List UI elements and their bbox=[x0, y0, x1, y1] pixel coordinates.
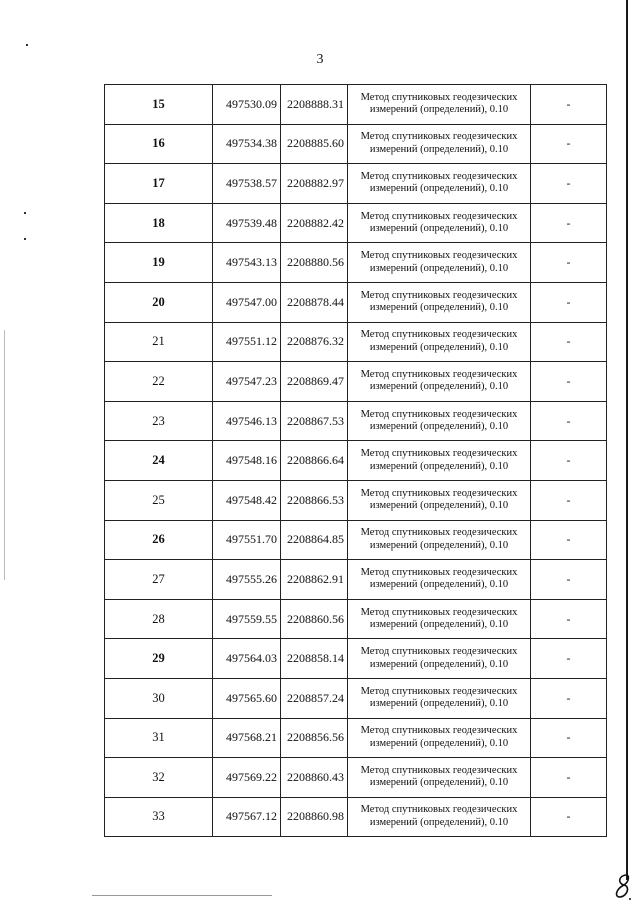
x-coordinate-cell: 497539.48 bbox=[213, 203, 281, 243]
point-number-cell: 31 bbox=[105, 718, 213, 758]
y-coordinate-cell: 2208880.56 bbox=[281, 243, 348, 283]
method-line-2: измерений (определений), 0.10 bbox=[369, 143, 509, 155]
method-line-1: Метод спутниковых геодезических bbox=[360, 566, 518, 578]
scan-mark bbox=[26, 44, 28, 46]
method-line-1: Метод спутниковых геодезических bbox=[360, 487, 518, 499]
method-line-1: Метод спутниковых геодезических bbox=[360, 329, 518, 341]
method-cell bbox=[348, 243, 531, 283]
method-cell bbox=[348, 678, 531, 718]
extra-cell: - bbox=[531, 322, 607, 362]
x-coordinate-cell: 497547.23 bbox=[213, 362, 281, 402]
table-row bbox=[105, 639, 607, 679]
method-line-1: Метод спутниковых геодезических bbox=[360, 91, 518, 103]
table-row bbox=[105, 362, 607, 402]
extra-cell: - bbox=[531, 243, 607, 283]
point-number-cell: 24 bbox=[105, 441, 213, 481]
table-row bbox=[105, 599, 607, 639]
y-coordinate-cell: 2208866.64 bbox=[281, 441, 348, 481]
method-line-2: измерений (определений), 0.10 bbox=[369, 223, 509, 235]
point-number-cell: 26 bbox=[105, 520, 213, 560]
scan-mark bbox=[24, 212, 26, 214]
extra-cell: - bbox=[531, 282, 607, 322]
extra-cell: - bbox=[531, 85, 607, 125]
method-cell bbox=[348, 124, 531, 164]
x-coordinate-cell: 497567.12 bbox=[213, 797, 281, 837]
table-row bbox=[105, 797, 607, 837]
table-row bbox=[105, 164, 607, 204]
x-coordinate-cell: 497546.13 bbox=[213, 401, 281, 441]
x-coordinate-cell: 497551.70 bbox=[213, 520, 281, 560]
extra-cell: - bbox=[531, 480, 607, 520]
method-cell bbox=[348, 441, 531, 481]
point-number-cell: 30 bbox=[105, 678, 213, 718]
x-coordinate-cell: 497548.16 bbox=[213, 441, 281, 481]
method-line-2: измерений (определений), 0.10 bbox=[369, 698, 509, 710]
scan-edge-line bbox=[4, 330, 5, 580]
y-coordinate-cell: 2208876.32 bbox=[281, 322, 348, 362]
method-line-1: Метод спутниковых геодезических bbox=[360, 527, 518, 539]
point-number-cell: 18 bbox=[105, 203, 213, 243]
y-coordinate-cell: 2208857.24 bbox=[281, 678, 348, 718]
point-number-cell: 23 bbox=[105, 401, 213, 441]
point-number-cell: 22 bbox=[105, 362, 213, 402]
scan-bottom-line bbox=[92, 895, 272, 896]
extra-cell: - bbox=[531, 678, 607, 718]
point-number-cell: 33 bbox=[105, 797, 213, 837]
table-row bbox=[105, 441, 607, 481]
method-cell bbox=[348, 401, 531, 441]
x-coordinate-cell: 497530.09 bbox=[213, 85, 281, 125]
method-line-1: Метод спутниковых геодезических bbox=[360, 170, 518, 182]
method-cell bbox=[348, 520, 531, 560]
table-row bbox=[105, 678, 607, 718]
point-number-cell: 16 bbox=[105, 124, 213, 164]
table-row bbox=[105, 401, 607, 441]
point-number-cell: 20 bbox=[105, 282, 213, 322]
method-line-2: измерений (определений), 0.10 bbox=[369, 421, 509, 433]
point-number-cell: 15 bbox=[105, 85, 213, 125]
table-row bbox=[105, 718, 607, 758]
y-coordinate-cell: 2208860.56 bbox=[281, 599, 348, 639]
method-line-2: измерений (определений), 0.10 bbox=[369, 262, 509, 274]
extra-cell: - bbox=[531, 124, 607, 164]
table-row bbox=[105, 124, 607, 164]
y-coordinate-cell: 2208856.56 bbox=[281, 718, 348, 758]
x-coordinate-cell: 497538.57 bbox=[213, 164, 281, 204]
y-coordinate-cell: 2208860.98 bbox=[281, 797, 348, 837]
extra-cell: - bbox=[531, 797, 607, 837]
method-line-1: Метод спутниковых геодезических bbox=[360, 804, 518, 816]
method-line-2: измерений (определений), 0.10 bbox=[369, 104, 509, 116]
x-coordinate-cell: 497555.26 bbox=[213, 560, 281, 600]
point-number-cell: 27 bbox=[105, 560, 213, 600]
method-cell bbox=[348, 718, 531, 758]
x-coordinate-cell: 497551.12 bbox=[213, 322, 281, 362]
page-number: 3 bbox=[316, 52, 324, 67]
method-line-1: Метод спутниковых геодезических bbox=[360, 646, 518, 658]
method-cell bbox=[348, 282, 531, 322]
y-coordinate-cell: 2208888.31 bbox=[281, 85, 348, 125]
x-coordinate-cell: 497543.13 bbox=[213, 243, 281, 283]
coordinates-table bbox=[104, 84, 607, 837]
extra-cell: - bbox=[531, 599, 607, 639]
method-line-2: измерений (определений), 0.10 bbox=[369, 302, 509, 314]
extra-cell: - bbox=[531, 164, 607, 204]
extra-cell: - bbox=[531, 639, 607, 679]
y-coordinate-cell: 2208867.53 bbox=[281, 401, 348, 441]
y-coordinate-cell: 2208882.42 bbox=[281, 203, 348, 243]
method-line-2: измерений (определений), 0.10 bbox=[369, 183, 509, 195]
scan-mark bbox=[24, 238, 26, 240]
point-number-cell: 21 bbox=[105, 322, 213, 362]
method-line-2: измерений (определений), 0.10 bbox=[369, 500, 509, 512]
table-row bbox=[105, 560, 607, 600]
method-line-1: Метод спутниковых геодезических bbox=[360, 764, 518, 776]
method-line-2: измерений (определений), 0.10 bbox=[369, 539, 509, 551]
method-line-2: измерений (определений), 0.10 bbox=[369, 619, 509, 631]
method-line-2: измерений (определений), 0.10 bbox=[369, 341, 509, 353]
handwritten-page-mark bbox=[612, 872, 634, 902]
method-line-1: Метод спутниковых геодезических bbox=[360, 606, 518, 618]
method-cell bbox=[348, 560, 531, 600]
x-coordinate-cell: 497548.42 bbox=[213, 480, 281, 520]
x-coordinate-cell: 497559.55 bbox=[213, 599, 281, 639]
table-row bbox=[105, 203, 607, 243]
method-cell bbox=[348, 599, 531, 639]
y-coordinate-cell: 2208858.14 bbox=[281, 639, 348, 679]
table-row bbox=[105, 520, 607, 560]
table-row bbox=[105, 243, 607, 283]
point-number-cell: 17 bbox=[105, 164, 213, 204]
method-cell bbox=[348, 203, 531, 243]
y-coordinate-cell: 2208869.47 bbox=[281, 362, 348, 402]
extra-cell: - bbox=[531, 362, 607, 402]
y-coordinate-cell: 2208860.43 bbox=[281, 758, 348, 798]
table-row bbox=[105, 322, 607, 362]
y-coordinate-cell: 2208866.53 bbox=[281, 480, 348, 520]
x-coordinate-cell: 497564.03 bbox=[213, 639, 281, 679]
method-line-2: измерений (определений), 0.10 bbox=[369, 737, 509, 749]
page-edge-line bbox=[626, 0, 628, 880]
y-coordinate-cell: 2208885.60 bbox=[281, 124, 348, 164]
y-coordinate-cell: 2208882.97 bbox=[281, 164, 348, 204]
method-line-1: Метод спутниковых геодезических bbox=[360, 685, 518, 697]
x-coordinate-cell: 497568.21 bbox=[213, 718, 281, 758]
method-line-1: Метод спутниковых геодезических bbox=[360, 368, 518, 380]
method-line-1: Метод спутниковых геодезических bbox=[360, 408, 518, 420]
x-coordinate-cell: 497534.38 bbox=[213, 124, 281, 164]
table-row bbox=[105, 282, 607, 322]
method-line-2: измерений (определений), 0.10 bbox=[369, 579, 509, 591]
extra-cell: - bbox=[531, 758, 607, 798]
table-row bbox=[105, 758, 607, 798]
method-cell bbox=[348, 85, 531, 125]
point-number-cell: 29 bbox=[105, 639, 213, 679]
extra-cell: - bbox=[531, 203, 607, 243]
extra-cell: - bbox=[531, 718, 607, 758]
method-cell bbox=[348, 362, 531, 402]
extra-cell: - bbox=[531, 520, 607, 560]
method-cell bbox=[348, 480, 531, 520]
method-line-2: измерений (определений), 0.10 bbox=[369, 658, 509, 670]
extra-cell: - bbox=[531, 560, 607, 600]
table-row bbox=[105, 480, 607, 520]
point-number-cell: 28 bbox=[105, 599, 213, 639]
point-number-cell: 19 bbox=[105, 243, 213, 283]
point-number-cell: 25 bbox=[105, 480, 213, 520]
method-line-1: Метод спутниковых геодезических bbox=[360, 131, 518, 143]
x-coordinate-cell: 497547.00 bbox=[213, 282, 281, 322]
method-line-2: измерений (определений), 0.10 bbox=[369, 777, 509, 789]
method-line-2: измерений (определений), 0.10 bbox=[369, 816, 509, 828]
method-cell bbox=[348, 639, 531, 679]
y-coordinate-cell: 2208862.91 bbox=[281, 560, 348, 600]
method-cell bbox=[348, 322, 531, 362]
extra-cell: - bbox=[531, 401, 607, 441]
method-cell bbox=[348, 164, 531, 204]
y-coordinate-cell: 2208864.85 bbox=[281, 520, 348, 560]
extra-cell: - bbox=[531, 441, 607, 481]
method-line-1: Метод спутниковых геодезических bbox=[360, 448, 518, 460]
coordinates-table-body bbox=[105, 85, 607, 837]
x-coordinate-cell: 497569.22 bbox=[213, 758, 281, 798]
method-cell bbox=[348, 797, 531, 837]
method-line-1: Метод спутниковых геодезических bbox=[360, 210, 518, 222]
method-line-2: измерений (определений), 0.10 bbox=[369, 460, 509, 472]
method-line-1: Метод спутниковых геодезических bbox=[360, 289, 518, 301]
method-cell bbox=[348, 758, 531, 798]
x-coordinate-cell: 497565.60 bbox=[213, 678, 281, 718]
method-line-2: измерений (определений), 0.10 bbox=[369, 381, 509, 393]
method-line-1: Метод спутниковых геодезических bbox=[360, 725, 518, 737]
table-row bbox=[105, 85, 607, 125]
point-number-cell: 32 bbox=[105, 758, 213, 798]
y-coordinate-cell: 2208878.44 bbox=[281, 282, 348, 322]
method-line-1: Метод спутниковых геодезических bbox=[360, 250, 518, 262]
